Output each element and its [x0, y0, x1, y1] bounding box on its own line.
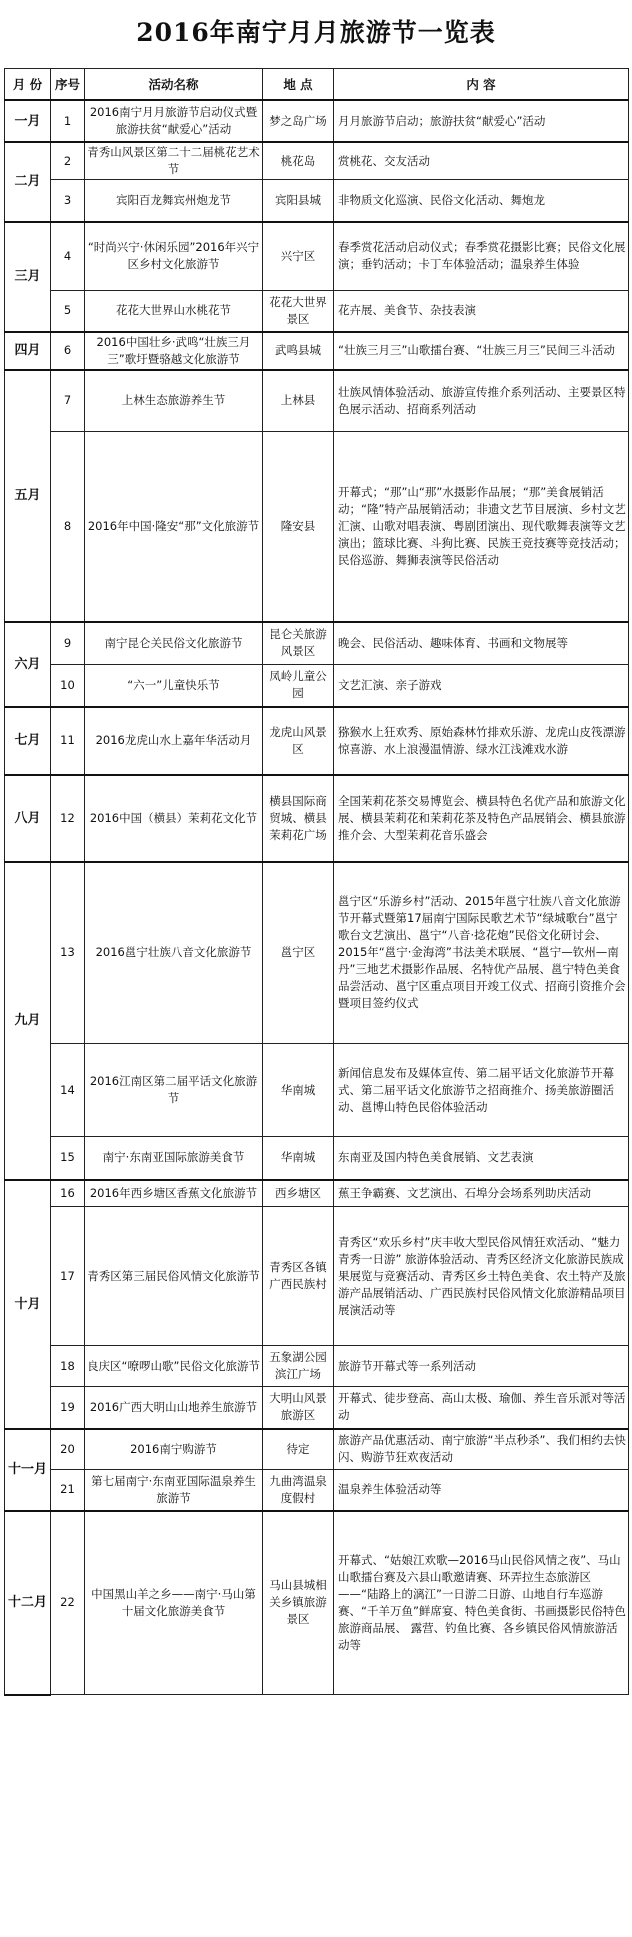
location-cell: 凤岭儿童公园	[263, 665, 334, 707]
table-row	[5, 432, 629, 622]
table-row	[5, 775, 629, 862]
name-cell: 2016龙虎山水上嘉年华活动月	[85, 707, 263, 775]
num-cell: 19	[51, 1387, 85, 1429]
content-cell: 旅游节开幕式等一系列活动	[334, 1346, 629, 1387]
location-cell: 横县国际商贸城、横县茉莉花广场	[263, 775, 334, 862]
content-cell: 邕宁区“乐游乡村”活动、2015年邕宁壮族八音文化旅游节开幕式暨第17届南宁国际民歌艺术节“绿城歌台”邕宁歌台文艺演出、邕宁“八音·捻花炮”民俗文化研讨会、2015年“邕宁·金海湾”书法美术联展、“邕宁—钦州—南丹”三地艺术摄影作品展、名特优产品展、邕宁特色美食品尝活动、邕宁区重点项目开竣工仪式、招商引资推介会暨项目签约仪式	[334, 862, 629, 1044]
name-cell: 良庆区“嘹啰山歌”民俗文化旅游节	[85, 1346, 263, 1387]
name-cell: 青秀区第三届民俗风情文化旅游节	[85, 1207, 263, 1346]
name-cell: 2016南宁购游节	[85, 1429, 263, 1470]
content-cell: 壮族风情体验活动、旅游宣传推介系列活动、主要景区特色展示活动、招商系列活动	[334, 370, 629, 432]
name-cell: 2016邕宁壮族八音文化旅游节	[85, 862, 263, 1044]
name-cell: 第七届南宁·东南亚国际温泉养生旅游节	[85, 1470, 263, 1511]
location-cell: 九曲湾温泉度假村	[263, 1470, 334, 1511]
content-cell: 春季赏花活动启动仪式；春季赏花摄影比赛；民俗文化展演；垂钓活动；卡丁车体验活动；温泉养生体验	[334, 222, 629, 291]
location-cell: 华南城	[263, 1137, 334, 1180]
location-cell: 邕宁区	[263, 862, 334, 1044]
location-cell: 大明山风景旅游区	[263, 1387, 334, 1429]
content-cell: 文艺汇演、亲子游戏	[334, 665, 629, 707]
content-cell: 温泉养生体验活动等	[334, 1470, 629, 1511]
num-cell: 20	[51, 1429, 85, 1470]
num-cell: 3	[51, 180, 85, 222]
table-row	[5, 142, 629, 180]
content-cell: 晚会、民俗活动、趣味体育、书画和文物展等	[334, 622, 629, 665]
month-cell: 四月	[5, 332, 51, 370]
content-cell: 月月旅游节启动；旅游扶贫“献爱心”活动	[334, 100, 629, 142]
content-cell: 青秀区“欢乐乡村”庆丰收大型民俗风情狂欢活动、“魅力青秀一日游” 旅游体验活动、青秀区经济文化旅游民族成果展览与竞赛活动、青秀区乡土特色美食、农土特产及旅游产品展销活动、广西民族村民俗风情文化旅游精品项目展演活动等	[334, 1207, 629, 1346]
location-cell: 待定	[263, 1429, 334, 1470]
name-cell: 2016广西大明山山地养生旅游节	[85, 1387, 263, 1429]
location-cell: 兴宁区	[263, 222, 334, 291]
header-name: 活动名称	[85, 69, 263, 101]
location-cell: 五象湖公园滨江广场	[263, 1346, 334, 1387]
location-cell: 武鸣县城	[263, 332, 334, 370]
table-row	[5, 1429, 629, 1470]
num-cell: 8	[51, 432, 85, 622]
month-cell: 三月	[5, 222, 51, 332]
name-cell: “时尚兴宁·休闲乐园”2016年兴宁区乡村文化旅游节	[85, 222, 263, 291]
content-cell: 开幕式；“那”山“那”水摄影作品展；“那”美食展销活动；“隆”特产品展销活动；非遗文艺节目展演、乡村文艺汇演、山歌对唱表演、粤剧团演出、现代歌舞表演等文艺演出；篮球比赛、斗狗比赛、民族王竞技赛等竞技活动；民俗巡游、舞狮表演等民俗活动	[334, 432, 629, 622]
table-row	[5, 1180, 629, 1207]
location-cell: 龙虎山风景区	[263, 707, 334, 775]
num-cell: 16	[51, 1180, 85, 1207]
table-row	[5, 222, 629, 291]
num-cell: 6	[51, 332, 85, 370]
name-cell: 上林生态旅游养生节	[85, 370, 263, 432]
num-cell: 13	[51, 862, 85, 1044]
table-row	[5, 1044, 629, 1137]
name-cell: 青秀山风景区第二十二届桃花艺术节	[85, 142, 263, 180]
name-cell: 2016年西乡塘区香蕉文化旅游节	[85, 1180, 263, 1207]
name-cell: 南宁昆仑关民俗文化旅游节	[85, 622, 263, 665]
table-row	[5, 862, 629, 1044]
table-row	[5, 1387, 629, 1429]
month-cell: 九月	[5, 862, 51, 1180]
num-cell: 5	[51, 291, 85, 332]
num-cell: 9	[51, 622, 85, 665]
month-cell: 七月	[5, 707, 51, 775]
name-cell: 南宁·东南亚国际旅游美食节	[85, 1137, 263, 1180]
month-cell: 十月	[5, 1180, 51, 1429]
table-body	[5, 100, 629, 1695]
content-cell: 开幕式、“姑娘江欢歌—2016马山民俗风情之夜”、马山山歌擂台赛及六县山歌邀请赛、环弄拉生态旅游区——“陆路上的漓江”一日游二日游、山地自行车巡游赛、“千羊万鱼”鲜席宴、特色美食街、书画摄影民俗特色旅游商品展、 露营、钓鱼比赛、各乡镇民俗风情旅游活动等	[334, 1511, 629, 1695]
content-cell: 全国茉莉花茶交易博览会、横县特色名优产品和旅游文化展、横县茉莉花和茉莉花茶及特色产品展销会、横县旅游推介会、大型茉莉花音乐盛会	[334, 775, 629, 862]
num-cell: 4	[51, 222, 85, 291]
header-content: 内 容	[334, 69, 629, 101]
name-cell: 宾阳百龙舞宾州炮龙节	[85, 180, 263, 222]
table-row	[5, 707, 629, 775]
table-row	[5, 1346, 629, 1387]
location-cell: 西乡塘区	[263, 1180, 334, 1207]
location-cell: 隆安县	[263, 432, 334, 622]
table-row	[5, 1511, 629, 1695]
table-row	[5, 1470, 629, 1511]
location-cell: 昆仑关旅游风景区	[263, 622, 334, 665]
month-cell: 五月	[5, 370, 51, 622]
table-row	[5, 1207, 629, 1346]
location-cell: 上林县	[263, 370, 334, 432]
header-num: 序号	[51, 69, 85, 101]
content-cell: 蕉王争霸赛、文艺演出、石埠分会场系列助庆活动	[334, 1180, 629, 1207]
month-cell: 二月	[5, 142, 51, 222]
content-cell: 新闻信息发布及媒体宣传、第二届平话文化旅游节开幕式、第二届平话文化旅游节之招商推介、扬美旅游圈活动、邕博山特色民俗体验活动	[334, 1044, 629, 1137]
num-cell: 11	[51, 707, 85, 775]
location-cell: 马山县城相关乡镇旅游景区	[263, 1511, 334, 1695]
num-cell: 10	[51, 665, 85, 707]
content-cell: 旅游产品优惠活动、南宁旅游“半点秒杀”、我们相约去快闪、购游节狂欢夜活动	[334, 1429, 629, 1470]
num-cell: 14	[51, 1044, 85, 1137]
name-cell: 2016年中国·隆安“那”文化旅游节	[85, 432, 263, 622]
name-cell: 中国黑山羊之乡——南宁·马山第十届文化旅游美食节	[85, 1511, 263, 1695]
location-cell: 华南城	[263, 1044, 334, 1137]
num-cell: 1	[51, 100, 85, 142]
page-title: 2016年南宁月月旅游节一览表	[136, 18, 496, 47]
table-row	[5, 291, 629, 332]
location-cell: 宾阳县城	[263, 180, 334, 222]
header-month: 月 份	[5, 69, 51, 101]
num-cell: 15	[51, 1137, 85, 1180]
location-cell: 花花大世界景区	[263, 291, 334, 332]
table-row	[5, 665, 629, 707]
table-row	[5, 622, 629, 665]
content-cell: “壮族三月三”山歌擂台赛、“壮族三月三”民间三斗活动	[334, 332, 629, 370]
location-cell: 桃花岛	[263, 142, 334, 180]
header-row	[5, 69, 629, 101]
content-cell: 东南亚及国内特色美食展销、文艺表演	[334, 1137, 629, 1180]
num-cell: 21	[51, 1470, 85, 1511]
location-cell: 梦之岛广场	[263, 100, 334, 142]
name-cell: 2016南宁月月旅游节启动仪式暨旅游扶贫“献爱心”活动	[85, 100, 263, 142]
festival-table	[4, 68, 629, 1696]
content-cell: 花卉展、美食节、杂技表演	[334, 291, 629, 332]
content-cell: 赏桃花、交友活动	[334, 142, 629, 180]
num-cell: 2	[51, 142, 85, 180]
header-location: 地 点	[263, 69, 334, 101]
table-row	[5, 180, 629, 222]
num-cell: 22	[51, 1511, 85, 1695]
name-cell: 2016中国（横县）茉莉花文化节	[85, 775, 263, 862]
location-cell: 青秀区各镇广西民族村	[263, 1207, 334, 1346]
name-cell: “六一”儿童快乐节	[85, 665, 263, 707]
num-cell: 18	[51, 1346, 85, 1387]
name-cell: 2016中国壮乡·武鸣“壮族三月三”歌圩暨骆越文化旅游节	[85, 332, 263, 370]
num-cell: 7	[51, 370, 85, 432]
month-cell: 一月	[5, 100, 51, 142]
table-row	[5, 100, 629, 142]
content-cell: 开幕式、徒步登高、高山太极、瑜伽、养生音乐派对等活动	[334, 1387, 629, 1429]
name-cell: 花花大世界山水桃花节	[85, 291, 263, 332]
table-row	[5, 332, 629, 370]
month-cell: 十一月	[5, 1429, 51, 1511]
num-cell: 17	[51, 1207, 85, 1346]
content-cell: 猕猴水上狂欢秀、原始森林竹排欢乐游、龙虎山皮筏漂游惊喜游、水上浪漫温情游、绿水江浅滩戏水游	[334, 707, 629, 775]
content-cell: 非物质文化巡演、民俗文化活动、舞炮龙	[334, 180, 629, 222]
table-row	[5, 1137, 629, 1180]
month-cell: 六月	[5, 622, 51, 707]
num-cell: 12	[51, 775, 85, 862]
month-cell: 十二月	[5, 1511, 51, 1695]
table-row	[5, 370, 629, 432]
month-cell: 八月	[5, 775, 51, 862]
name-cell: 2016江南区第二届平话文化旅游节	[85, 1044, 263, 1137]
